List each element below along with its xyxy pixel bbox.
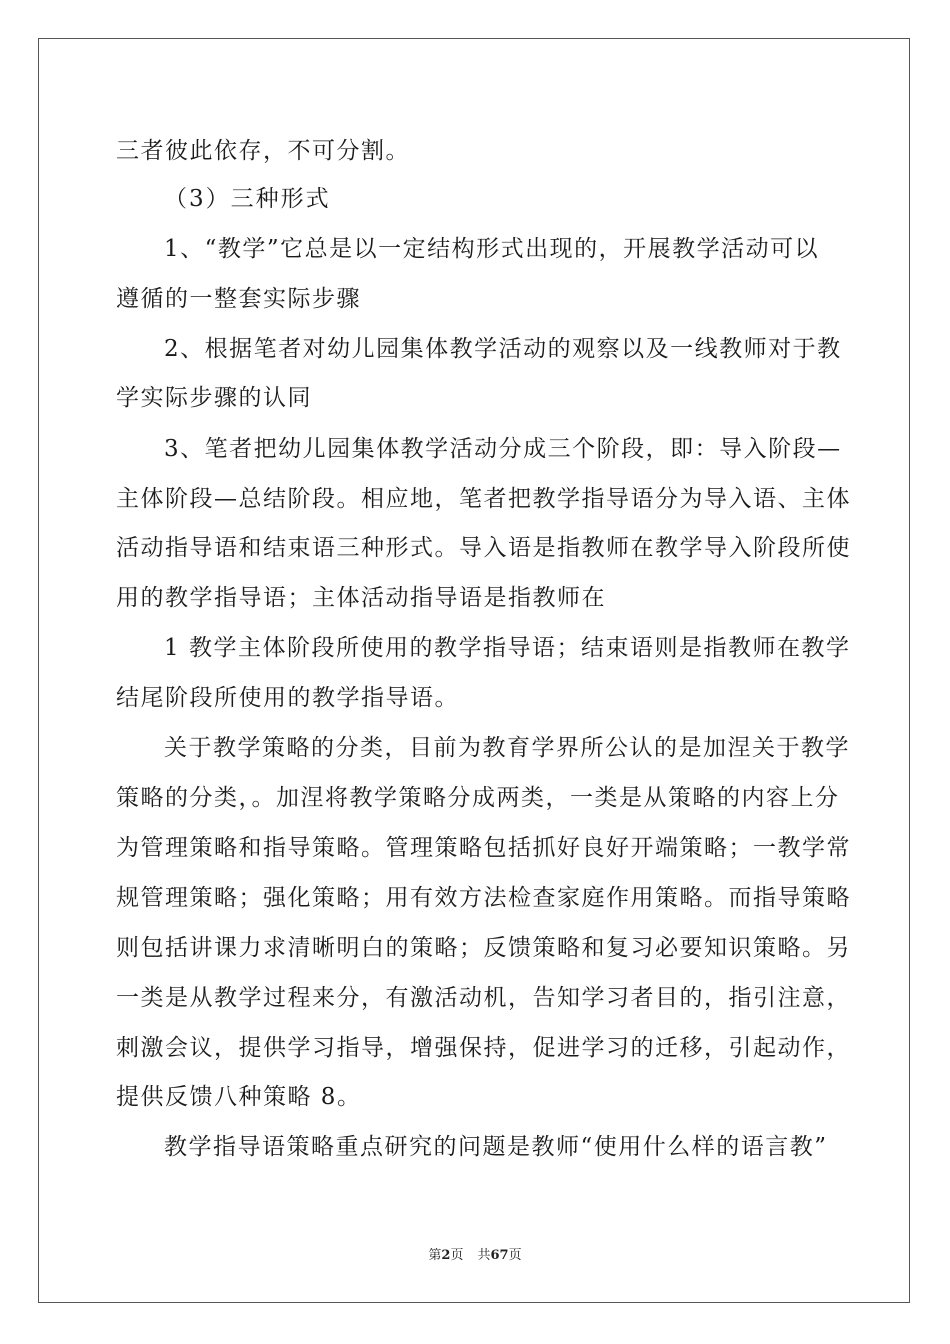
page-footer (0, 1247, 950, 1265)
text-line: 规管理策略；强化策略；用有效方法检查家庭作用策略。而指导策略 (116, 885, 851, 911)
text-line: 遵循的一整套实际步骤 (116, 286, 361, 312)
text-line: 关于教学策略的分类，目前为教育学界所公认的是加涅关于教学 (164, 735, 850, 761)
text-line: 为管理策略和指导策略。管理策略包括抓好良好开端策略；一教学常 (116, 835, 851, 861)
text-line: 则包括讲课力求清晰明白的策略；反馈策略和复习必要知识策略。另 (116, 935, 851, 961)
section-heading: （3）三种形式 (164, 186, 331, 212)
total-prefix: 共 (477, 1248, 491, 1263)
total-pages: 67 (490, 1248, 509, 1263)
page-suffix: 页 (450, 1248, 464, 1263)
text-line: 学实际步骤的认同 (116, 385, 312, 411)
text-line: 1 教学主体阶段所使用的教学指导语；结束语则是指教师在教学 (164, 635, 851, 661)
text-line: 主体阶段—总结阶段。相应地，笔者把教学指导语分为导入语、主体 (116, 486, 851, 512)
text-line: 一类是从教学过程来分，有激活动机，告知学习者目的，指引注意， (116, 985, 851, 1011)
text-line: 策略的分类，。加涅将教学策略分成两类，一类是从策略的内容上分 (116, 785, 840, 811)
text-line: 提供反馈八种策略 8。 (116, 1084, 362, 1110)
text-line: 用的教学指导语；主体活动指导语是指教师在 (116, 585, 606, 611)
page-border (38, 38, 910, 1303)
text-line: 活动指导语和结束语三种形式。导入语是指教师在教学导入阶段所使 (116, 535, 851, 561)
total-suffix: 页 (508, 1248, 522, 1263)
text-line: 三者彼此依存，不可分割。 (116, 138, 410, 164)
page-prefix: 第 (428, 1248, 442, 1263)
page-number: 2 (441, 1248, 451, 1263)
text-line: 2、根据笔者对幼儿园集体教学活动的观察以及一线教师对于教 (164, 336, 842, 362)
text-line: 结尾阶段所使用的教学指导语。 (116, 685, 459, 711)
text-line: 刺激会议，提供学习指导，增强保持，促进学习的迁移，引起动作， (116, 1035, 851, 1061)
text-line: 3、笔者把幼儿园集体教学活动分成三个阶段，即：导入阶段— (164, 436, 842, 462)
text-line: 1、“教学”它总是以一定结构形式出现的，开展教学活动可以 (164, 236, 820, 262)
text-line: 教学指导语策略重点研究的问题是教师“使用什么样的语言教” (164, 1134, 828, 1160)
